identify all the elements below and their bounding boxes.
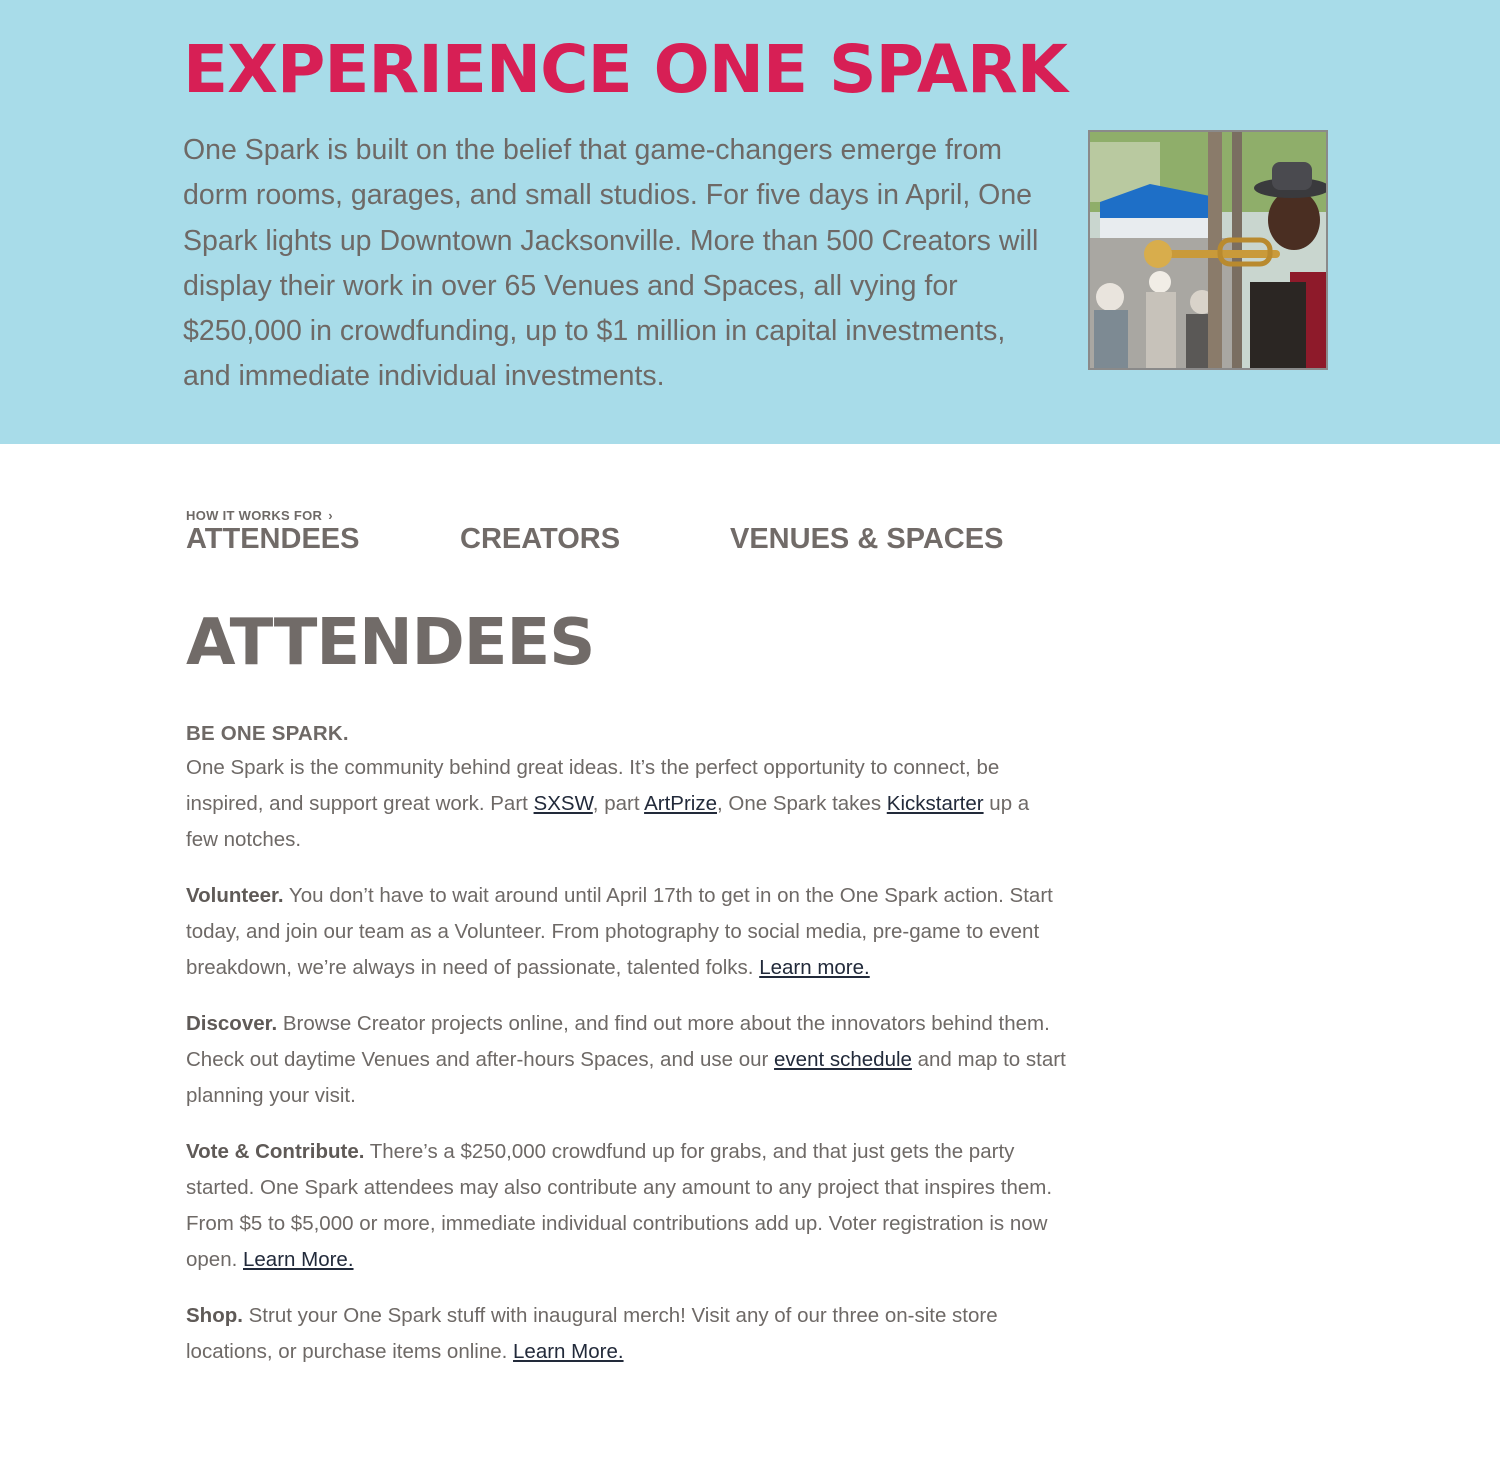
tab-attendees[interactable]: ATTENDEES xyxy=(186,523,360,555)
discover-heading: Discover. xyxy=(186,1012,278,1035)
volunteer-text: You don’t have to wait around until April 17th to get in on the One Spark action. Start today, and join our team as a Volunteer. From photography to social media, pre-game to event breakdown, we’re always in need of passionate, talented folks. xyxy=(186,884,1053,979)
event-schedule-link[interactable]: event schedule xyxy=(774,1048,912,1071)
attendees-content xyxy=(186,718,1066,1390)
artprize-link[interactable]: ArtPrize xyxy=(644,792,717,815)
discover-text-2: and map to start planning your visit. xyxy=(186,1048,1066,1107)
hero-banner xyxy=(0,0,1500,444)
section-title: ATTENDEES xyxy=(186,606,595,680)
tab-venues-spaces[interactable]: VENUES & SPACES xyxy=(730,523,1004,555)
intro-heading: BE ONE SPARK. xyxy=(186,722,349,745)
how-it-works-tabs xyxy=(186,505,1086,565)
hero-title: EXPERIENCE ONE SPARK xyxy=(183,31,1067,108)
trumpet-player-photo xyxy=(1088,130,1328,370)
vote-heading: Vote & Contribute. xyxy=(186,1140,365,1163)
tab-creators[interactable]: CREATORS xyxy=(460,523,621,555)
intro-text-2: , part xyxy=(592,792,645,815)
tabs-prefix xyxy=(186,508,333,523)
intro-text-4: up a few notches. xyxy=(186,792,1030,851)
shop-heading: Shop. xyxy=(186,1304,243,1327)
volunteer-learn-more-link[interactable]: Learn more. xyxy=(759,956,870,979)
vote-text: There’s a $250,000 crowdfund up for grabs, and that just gets the party started. One Spark attendees may also contribute any amount to any project that inspires them. From $5 to $5,000 or more, immediate individual contributions add up. Voter registration is now open. xyxy=(186,1140,1053,1271)
volunteer-paragraph xyxy=(186,878,1066,986)
chevron-right-icon: › xyxy=(328,508,333,523)
volunteer-heading: Volunteer. xyxy=(186,884,284,907)
intro-text-1: One Spark is the community behind great ideas. It’s the perfect opportunity to connect, be inspired, and support great work. Part xyxy=(186,756,1000,815)
kickstarter-link[interactable]: Kickstarter xyxy=(886,792,984,815)
shop-learn-more-link[interactable]: Learn More. xyxy=(513,1340,624,1363)
intro-text-3: , One Spark takes xyxy=(716,792,887,815)
discover-paragraph xyxy=(186,1006,1066,1114)
shop-paragraph xyxy=(186,1298,1066,1370)
sxsw-link[interactable]: SXSW xyxy=(533,792,593,815)
shop-text: Strut your One Spark stuff with inaugural merch! Visit any of our three on-site store locations, or purchase items online. xyxy=(186,1304,998,1363)
discover-text-1: Browse Creator projects online, and find out more about the innovators behind them. Check out daytime Venues and after-hours Spaces, and use our xyxy=(186,1012,1050,1071)
hero-description: One Spark is built on the belief that game-changers emerge from dorm rooms, garages, and small studios. For five days in April, One Spark lights up Downtown Jacksonville. More than 500 Creators will display their work in over 65 Venues and Spaces, all vying for $250,000 in crowdfunding, up to $1 million in capital investments, and immediate individual investments. xyxy=(183,134,1039,393)
vote-paragraph xyxy=(186,1134,1066,1278)
vote-learn-more-link[interactable]: Learn More. xyxy=(243,1248,354,1271)
tabs-prefix-label: HOW IT WORKS FOR xyxy=(186,508,323,523)
intro-paragraph xyxy=(186,718,1066,858)
